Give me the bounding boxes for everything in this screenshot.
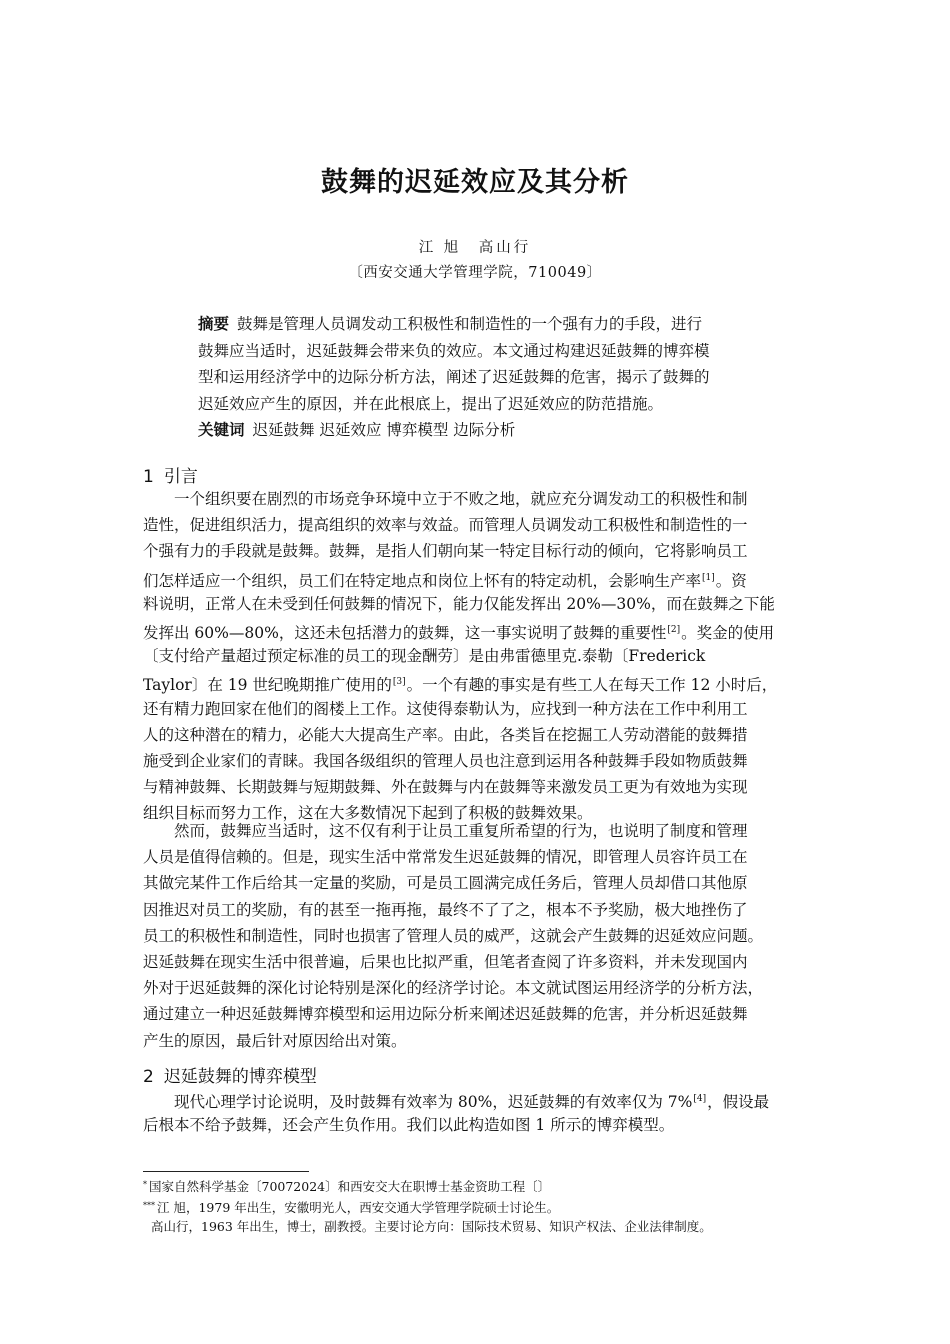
keywords-label: 关键词 [198, 421, 245, 439]
abstract-block [198, 311, 758, 444]
paragraph [143, 818, 811, 1054]
footnote: * 国家自然科学基金〔70072024〕和西安交大在职博士基金资助工程〔〕 [143, 1179, 551, 1194]
text-line: 现代心理学讨论说明，及时鼓舞有效率为 80%，迟延鼓舞的有效率仅为 7%[4]，假设最 [174, 1093, 770, 1111]
text-line: 造性，促进组织活力，提高组织的效率与效益。而管理人员调发动工积极性和制造性的一 [143, 516, 748, 535]
keywords: 迟延鼓舞 迟延效应 博弈模型 边际分析 [252, 421, 516, 439]
text-line: 发挥出 60%—80%，这还未包括潜力的鼓舞，这一事实说明了鼓舞的重要性[2]。奖金的使用 [143, 623, 775, 642]
citation: [4] [693, 1094, 707, 1104]
citation: [2] [667, 624, 681, 635]
abstract-label: 摘要 [198, 315, 230, 333]
section-title: 引言 [163, 467, 198, 487]
paragraph [143, 1086, 811, 1138]
text-line: 施受到企业家们的青睐。我国各级组织的管理人员也注意到运用各种鼓舞手段如物质鼓舞 [143, 751, 748, 770]
text-line: 员工的积极性和制造性，同时也损害了管理人员的威严，这就会产生鼓舞的迟延效应问题。 [143, 926, 764, 945]
keywords-line [198, 417, 758, 444]
section-title: 迟延鼓舞的博弈模型 [163, 1067, 317, 1087]
text-line: 料说明，正常人在未受到任何鼓舞的情况下，能力仅能发挥出 20%—30%，而在鼓舞之下能 [143, 594, 775, 613]
text-line: 迟延鼓舞在现实生活中很普遍，后果也比拟严重，但笔者查阅了许多资料，并未发现国内 [143, 952, 748, 971]
text-line: 〔支付给产量超过预定标准的员工的现金酬劳〕是由弗雷德里克.泰勒〔Frederick [143, 647, 706, 666]
text-line: 外对于迟延鼓舞的深化讨论特别是深化的经济学讨论。本文就试图运用经济学的分析方法， [143, 979, 764, 998]
text-line: 产生的原因，最后针对原因给出对策。 [143, 1031, 407, 1050]
text-line: 与精神鼓舞、长期鼓舞与短期鼓舞、外在鼓舞与内在鼓舞等来激发员工更为有效地为实现 [143, 778, 748, 797]
text-line: 个强有力的手段就是鼓舞。鼓舞，是指人们朝向某一特定目标行动的倾向，它将影响员工 [143, 542, 748, 561]
text-line: 因推迟对员工的奖励，有的甚至一拖再拖，最终不了了之，根本不予奖励，极大地挫伤了 [143, 900, 748, 919]
section-number: 2 [143, 1067, 154, 1087]
text-line: 通过建立一种迟延鼓舞博弈模型和运用边际分析来阐述迟延鼓舞的危害，并分析迟延鼓舞 [143, 1005, 748, 1024]
section-heading [143, 1062, 317, 1087]
paragraph [143, 486, 811, 826]
citation: [3] [392, 677, 406, 688]
affiliation: 〔西安交通大学管理学院，710049〕 [348, 265, 602, 281]
section-number: 1 [143, 467, 154, 487]
section-heading [143, 462, 198, 487]
text-line: 还有精力跑回家在他们的阁楼上工作。这使得泰勒认为，应找到一种方法在工作中利用工 [143, 699, 748, 718]
footnote-rule [143, 1171, 309, 1172]
text-line: 后根本不给予鼓舞，还会产生负作用。我们以此构造如图 1 所示的博弈模型。 [143, 1116, 675, 1135]
abstract-line: 迟延效应产生的原因，并在此根底上，提出了迟延效应的防范措施。 [198, 394, 664, 413]
footnote: *** 江 旭，1979 年出生，安徽明光人，西安交通大学管理学院硕士讨论生。 [143, 1200, 560, 1215]
abstract-line: 摘要 鼓舞是管理人员调发动工积极性和制造性的一个强有力的手段，进行 [198, 315, 703, 333]
authors: 江 旭 高山行 [418, 240, 532, 256]
text-line: Taylor〕在 19 世纪晚期推广使用的[3]。一个有趣的事实是有些工人在每天工作 12 小时后， [143, 676, 778, 695]
text-line: 们怎样适应一个组织，员工们在特定地点和岗位上怀有的特定动机，会影响生产率[1]。资 [143, 571, 747, 590]
text-line: 一个组织要在剧烈的市场竞争环境中立于不败之地，就应充分调发动工的积极性和制 [174, 490, 748, 508]
abstract-line: 型和运用经济学中的边际分析方法，阐述了迟延鼓舞的危害，揭示了鼓舞的 [198, 368, 710, 386]
text-line: 其做完某件工作后给其一定量的奖励，可是员工圆满完成任务后，管理人员却借口其他原 [143, 874, 748, 893]
text-line: 组织目标而努力工作，这在大多数情况下起到了积极的鼓舞效果。 [143, 804, 593, 823]
abstract-line: 鼓舞应当适时，迟延鼓舞会带来负的效应。本文通过构建迟延鼓舞的博弈模 [198, 341, 710, 360]
footnote-mark: *** [143, 1201, 155, 1210]
text-line: 人员是值得信赖的。但是，现实生活中常常发生迟延鼓舞的情况，即管理人员容许员工在 [143, 848, 748, 867]
footnote: 高山行，1963 年出生，博士，副教授。主要讨论方向：国际技术贸易、知识产权法、企业法律制度。 [151, 1219, 712, 1234]
paper-title: 鼓舞的迟延效应及其分析 [321, 167, 629, 198]
citation: [1] [702, 572, 715, 583]
footnotes [143, 1175, 823, 1236]
text-line: 人的这种潜在的精力，必能大大提高生产率。由此，各类旨在挖掘工人劳动潜能的鼓舞措 [143, 725, 748, 744]
footnote-mark: * [143, 1180, 147, 1189]
text-line: 然而，鼓舞应当适时，这不仅有利于让员工重复所希望的行为，也说明了制度和管理 [174, 822, 748, 840]
